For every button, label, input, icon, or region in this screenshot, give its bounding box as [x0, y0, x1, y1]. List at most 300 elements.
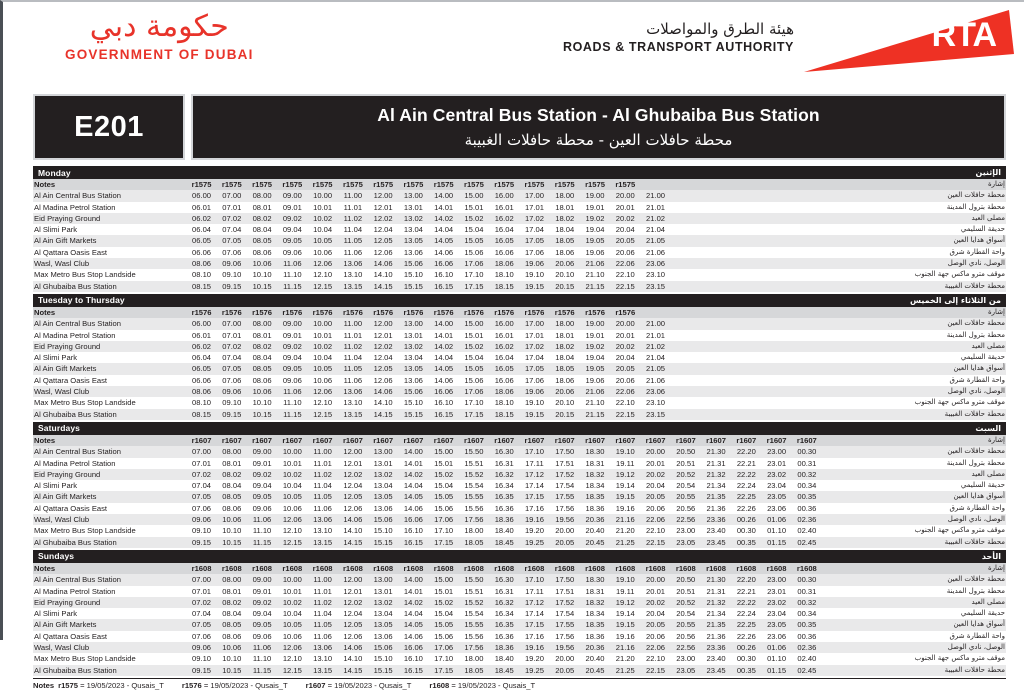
departure-time-cell: 22.06 — [646, 642, 666, 652]
trip-code-cell: r1607 — [796, 435, 817, 445]
departure-time-cell: 13.06 — [343, 387, 363, 397]
departure-time-cell: 10.04 — [282, 609, 302, 619]
trip-code-cell: r1608 — [373, 563, 394, 573]
footer-notes — [33, 678, 1006, 690]
departure-time-cell: 22.20 — [736, 447, 756, 457]
departure-time-cell: 09.00 — [282, 319, 302, 329]
table-row — [33, 224, 1006, 235]
departure-time-cell: 17.16 — [524, 503, 544, 513]
departure-time-cell: 09.02 — [282, 213, 302, 223]
departure-time-cell — [731, 330, 761, 341]
departure-time-cell: 08.10 — [192, 270, 212, 280]
departure-time-cell: 10.10 — [252, 270, 272, 280]
departure-time-cell: 20.00 — [646, 575, 666, 585]
departure-time-cell: 20.45 — [585, 665, 605, 675]
departure-time-cell: 10.06 — [252, 259, 272, 269]
departure-time-cell: 23.01 — [767, 586, 787, 596]
departure-time-cell: 08.06 — [252, 375, 272, 385]
trip-code-cell: r1575 — [403, 180, 424, 189]
departure-time-cell: 19.04 — [585, 225, 605, 235]
departure-time-cell: 21.34 — [706, 609, 726, 619]
departure-time-cell: 15.04 — [434, 609, 454, 619]
departure-time-cell — [792, 352, 822, 363]
stop-name-arabic: محطة حافلات العين — [947, 447, 1005, 456]
departure-time-cell: 20.04 — [646, 481, 666, 491]
departure-time-cell: 16.01 — [494, 202, 514, 212]
departure-time-cell: 16.01 — [494, 330, 514, 340]
departure-time-cell: 14.01 — [434, 202, 454, 212]
departure-time-cell: 12.06 — [373, 247, 393, 257]
notes-label-arabic: إشارة — [988, 563, 1005, 572]
departure-time-cell: 11.02 — [343, 213, 363, 223]
trip-code-cell: r1576 — [464, 307, 484, 317]
departure-time-cell: 11.02 — [343, 341, 363, 351]
departure-time-cell: 21.20 — [615, 654, 635, 664]
departure-time-cell — [822, 330, 852, 341]
trip-code-cell: r1607 — [403, 435, 424, 445]
departure-time-cell: 12.15 — [313, 409, 333, 419]
departure-time-cell: 13.06 — [313, 642, 333, 652]
departure-time-cell: 02.36 — [797, 515, 817, 525]
departure-time-cell: 12.05 — [343, 492, 363, 502]
departure-time-cell: 12.02 — [373, 341, 393, 351]
departure-time-cell: 21.10 — [585, 398, 605, 408]
departure-time-cell: 10.06 — [313, 247, 333, 257]
departure-time-cell: 00.34 — [797, 481, 817, 491]
departure-time-cell: 13.00 — [403, 319, 423, 329]
footer-note-entry — [58, 681, 164, 690]
departure-time-cell: 10.10 — [222, 526, 242, 536]
departure-time-cell — [701, 352, 731, 363]
stop-name-arabic: الوصل، نادي الوصل — [947, 642, 1005, 651]
departure-time-cell: 09.05 — [252, 620, 272, 630]
departure-time-cell: 18.45 — [494, 665, 514, 675]
departure-time-cell: 16.06 — [434, 387, 454, 397]
stop-name-english: Al Madina Petrol Station — [34, 202, 116, 212]
notes-label: Notes — [34, 435, 56, 445]
stop-name-english: Al Slimi Park — [34, 609, 78, 619]
stop-name-english: Eid Praying Ground — [34, 597, 101, 607]
departure-time-cell: 21.31 — [706, 458, 726, 468]
trip-code-cell: r1608 — [252, 563, 272, 573]
departure-time-cell: 00.35 — [736, 665, 756, 675]
departure-time-cell — [671, 190, 701, 201]
departure-time-cell: 15.05 — [434, 620, 454, 630]
departure-time-cell: 15.01 — [464, 330, 484, 340]
departure-time-cell: 13.06 — [343, 259, 363, 269]
stop-name-english: Eid Praying Ground — [34, 213, 101, 223]
departure-time-cell: 22.10 — [615, 270, 635, 280]
departure-time-cell: 11.00 — [313, 447, 332, 457]
departure-time-cell: 20.06 — [646, 631, 666, 641]
departure-time-cell: 01.06 — [767, 642, 787, 652]
trip-code-cell — [701, 307, 731, 318]
departure-time-cell: 21.04 — [646, 353, 666, 363]
departure-time-cell: 18.36 — [585, 631, 605, 641]
departure-time-cell: 08.05 — [252, 364, 272, 374]
departure-time-cell: 20.56 — [676, 631, 696, 641]
departure-time-cell: 12.06 — [373, 375, 393, 385]
stop-name-english: Max Metro Bus Stop Landside — [34, 270, 136, 280]
departure-time-cell: 12.05 — [343, 620, 363, 630]
departure-time-cell: 17.14 — [524, 609, 544, 619]
departure-time-cell: 17.05 — [524, 236, 544, 246]
footer-note-code: r1575 — [58, 680, 81, 690]
table-row — [33, 341, 1006, 352]
departure-time-cell: 20.00 — [555, 526, 575, 536]
departure-time-cell: 19.01 — [585, 330, 605, 340]
stop-name-arabic: واحة القطارة شرق — [949, 375, 1005, 384]
departure-time-cell: 09.04 — [282, 353, 302, 363]
departure-time-cell: 23.36 — [706, 515, 726, 525]
departure-time-cell: 10.04 — [313, 353, 333, 363]
departure-time-cell: 19.01 — [585, 202, 605, 212]
footer-note-text: = 19/05/2023 - Qusais_T — [451, 680, 536, 690]
departure-time-cell: 15.04 — [464, 353, 484, 363]
stop-name-english: Max Metro Bus Stop Landside — [34, 526, 136, 536]
departure-time-cell: 15.54 — [464, 481, 484, 491]
trip-code-cell: r1576 — [403, 307, 424, 317]
departure-time-cell: 11.06 — [283, 387, 302, 397]
trip-code-cell: r1608 — [706, 563, 726, 573]
trip-code-cell: r1607 — [191, 435, 212, 445]
departure-time-cell: 20.05 — [555, 665, 575, 675]
departure-time-cell: 13.01 — [373, 586, 393, 596]
stop-name-arabic: محطة حافلات الغبيبة — [944, 409, 1005, 418]
departure-time-cell — [822, 597, 852, 608]
departure-time-cell: 00.26 — [736, 642, 756, 652]
trip-code-cell: r1608 — [585, 563, 605, 573]
departure-time-cell — [822, 619, 852, 630]
stop-name-arabic: مصلى العيد — [971, 469, 1005, 478]
departure-time-cell: 00.36 — [797, 631, 817, 641]
table-row — [33, 330, 1006, 341]
departure-time-cell: 14.06 — [343, 515, 363, 525]
departure-time-cell: 17.11 — [525, 458, 544, 468]
departure-time-cell: 13.01 — [373, 458, 393, 468]
departure-time-cell — [671, 247, 701, 258]
departure-time-cell: 08.06 — [222, 503, 242, 513]
departure-time-cell: 10.15 — [222, 665, 242, 675]
departure-time-cell — [822, 480, 852, 491]
departure-time-cell: 19.12 — [615, 597, 635, 607]
departure-time-cell: 16.00 — [494, 191, 514, 201]
stop-name-english: Al Ain Gift Markets — [34, 236, 97, 246]
departure-time-cell: 16.06 — [434, 259, 454, 269]
departure-time-cell: 16.15 — [434, 281, 454, 291]
departure-time-cell: 00.32 — [797, 469, 817, 479]
timetable-grid — [33, 563, 1006, 676]
departure-time-cell: 10.01 — [313, 202, 333, 212]
departure-time-cell: 10.02 — [313, 213, 333, 223]
departure-time-cell: 13.04 — [403, 353, 423, 363]
departure-time-cell: 21.35 — [706, 620, 726, 630]
departure-time-cell: 11.06 — [283, 259, 302, 269]
departure-time-cell: 23.06 — [646, 259, 666, 269]
footer-note-code: r1607 — [305, 680, 328, 690]
footer-note-entry — [306, 681, 412, 690]
trip-code-cell: r1608 — [464, 563, 484, 573]
stop-name-arabic: واحة القطارة شرق — [949, 631, 1005, 640]
stop-name-arabic: حديقة السليمي — [960, 609, 1005, 618]
departure-time-cell: 07.04 — [222, 225, 242, 235]
government-of-dubai-logo — [65, 8, 254, 62]
departure-time-cell: 16.06 — [403, 515, 423, 525]
departure-time-cell: 07.06 — [192, 631, 212, 641]
departure-time-cell: 10.06 — [252, 387, 272, 397]
trip-code-cell — [731, 307, 761, 318]
departure-time-cell: 18.34 — [585, 481, 605, 491]
departure-time-cell: 10.15 — [252, 409, 272, 419]
departure-time-cell: 19.11 — [616, 586, 635, 596]
departure-time-cell: 07.00 — [192, 575, 212, 585]
departure-time-cell: 06.05 — [192, 364, 212, 374]
departure-time-cell: 14.05 — [434, 364, 454, 374]
departure-time-cell: 12.04 — [373, 353, 393, 363]
departure-time-cell: 11.00 — [343, 319, 363, 329]
gov-logo-arabic-text: حكومة دبي — [89, 9, 229, 44]
departure-time-cell: 23.40 — [706, 654, 726, 664]
departure-time-cell: 18.35 — [585, 620, 605, 630]
departure-time-cell: 12.06 — [313, 259, 333, 269]
departure-time-cell: 16.30 — [494, 447, 514, 457]
departure-time-cell: 21.30 — [706, 575, 726, 585]
trip-code-cell: r1576 — [554, 307, 575, 317]
departure-time-cell: 22.06 — [615, 387, 635, 397]
departure-time-cell: 09.06 — [192, 515, 212, 525]
departure-time-cell: 19.20 — [524, 654, 544, 664]
departure-time-cell: 23.00 — [767, 447, 787, 457]
departure-time-cell: 08.02 — [252, 341, 272, 351]
departure-time-cell — [822, 190, 852, 201]
departure-time-cell — [701, 386, 731, 397]
departure-time-cell: 15.10 — [373, 526, 393, 536]
departure-time-cell: 11.04 — [313, 609, 332, 619]
trip-code-cell — [822, 435, 852, 446]
departure-time-cell: 18.45 — [494, 537, 514, 547]
departure-time-cell — [822, 537, 852, 548]
departure-time-cell: 20.50 — [676, 575, 696, 585]
departure-time-cell: 20.04 — [615, 225, 635, 235]
departure-time-cell: 18.32 — [585, 597, 605, 607]
table-row — [33, 469, 1006, 480]
table-row — [33, 525, 1006, 536]
departure-time-cell — [822, 258, 852, 269]
departure-time-cell: 23.04 — [767, 609, 787, 619]
departure-time-cell: 01.06 — [767, 515, 787, 525]
day-header — [33, 294, 1006, 307]
departure-time-cell: 22.21 — [736, 458, 756, 468]
stop-name-arabic: محطة حافلات العين — [947, 575, 1005, 584]
departure-time-cell: 19.11 — [616, 458, 635, 468]
departure-time-cell: 18.00 — [555, 319, 575, 329]
departure-time-cell — [792, 386, 822, 397]
departure-time-cell: 00.35 — [736, 537, 756, 547]
rta-arabic-text: هيئة الطرق والمواصلات — [646, 20, 794, 38]
departure-time-cell: 12.01 — [373, 330, 393, 340]
departure-time-cell: 17.56 — [464, 515, 484, 525]
departure-time-cell: 08.01 — [222, 586, 242, 596]
departure-time-cell: 16.31 — [494, 586, 514, 596]
day-label-english: Tuesday to Thursday — [38, 295, 125, 306]
departure-time-cell: 16.35 — [494, 492, 514, 502]
departure-time-cell: 15.50 — [464, 447, 484, 457]
departure-time-cell: 10.10 — [252, 398, 272, 408]
table-row — [33, 631, 1006, 642]
stop-name-english: Al Slimi Park — [34, 225, 78, 235]
departure-time-cell: 19.06 — [585, 375, 605, 385]
departure-time-cell: 17.50 — [555, 575, 575, 585]
departure-time-cell: 12.05 — [373, 364, 393, 374]
departure-time-cell: 18.35 — [585, 492, 605, 502]
trip-code-cell: r1607 — [282, 435, 303, 445]
departure-time-cell: 17.54 — [555, 609, 575, 619]
departure-time-cell: 19.02 — [585, 341, 605, 351]
departure-time-cell: 15.00 — [464, 319, 484, 329]
departure-time-cell: 13.02 — [373, 597, 393, 607]
trip-code-cell: r1607 — [615, 435, 636, 445]
trip-code-cell: r1576 — [524, 307, 545, 317]
departure-time-cell: 13.10 — [343, 398, 363, 408]
departure-time-cell — [701, 409, 731, 420]
departure-time-cell: 07.01 — [222, 330, 242, 340]
departure-time-cell: 08.01 — [252, 330, 272, 340]
trip-code-cell: r1575 — [373, 180, 394, 189]
trip-code-cell: r1608 — [494, 563, 515, 573]
departure-time-cell — [761, 224, 791, 235]
departure-time-cell: 21.32 — [706, 469, 726, 479]
departure-time-cell: 16.36 — [494, 503, 514, 513]
departure-time-cell: 17.10 — [524, 575, 544, 585]
departure-time-cell: 15.06 — [373, 515, 393, 525]
departure-time-cell: 12.06 — [343, 503, 363, 513]
trip-code-cell: r1576 — [191, 307, 212, 317]
departure-time-cell: 20.10 — [555, 270, 575, 280]
departure-time-cell — [701, 202, 731, 213]
departure-time-cell — [761, 363, 791, 374]
day-label-arabic: من الثلاثاء إلى الخميس — [910, 295, 1001, 305]
departure-time-cell — [822, 224, 852, 235]
notes-row — [33, 435, 1006, 446]
departure-time-cell: 11.00 — [313, 575, 332, 585]
departure-time-cell — [761, 375, 791, 386]
departure-time-cell: 21.25 — [615, 537, 635, 547]
trip-code-cell: r1608 — [524, 563, 545, 573]
trip-code-cell: r1575 — [554, 180, 575, 189]
departure-time-cell — [822, 574, 852, 585]
departure-time-cell: 02.45 — [797, 665, 817, 675]
departure-time-cell: 20.06 — [555, 387, 575, 397]
departure-time-cell: 14.10 — [373, 398, 393, 408]
departure-time-cell: 15.15 — [403, 281, 423, 291]
stop-name-arabic: محطة بترول المدينة — [946, 586, 1005, 595]
departure-time-cell: 14.04 — [434, 225, 454, 235]
departure-time-cell: 18.06 — [555, 375, 575, 385]
departure-time-cell: 21.16 — [615, 642, 635, 652]
departure-time-cell — [731, 341, 761, 352]
notes-row — [33, 179, 1006, 190]
departure-time-cell: 12.00 — [343, 447, 363, 457]
departure-time-cell — [701, 363, 731, 374]
stop-name-english: Wasl, Wasl Club — [34, 387, 90, 397]
departure-time-cell: 18.02 — [555, 341, 575, 351]
trip-code-cell: r1575 — [312, 180, 333, 189]
table-row — [33, 258, 1006, 269]
departure-time-cell: 12.04 — [343, 481, 363, 491]
departure-time-cell — [822, 375, 852, 386]
departure-time-cell: 00.32 — [797, 597, 817, 607]
stop-name-arabic: حديقة السليمي — [960, 225, 1005, 234]
trip-code-cell: r1607 — [464, 435, 484, 445]
departure-time-cell: 20.00 — [615, 319, 635, 329]
departure-time-cell — [671, 341, 701, 352]
trip-code-cell — [671, 307, 701, 318]
departure-time-cell: 15.10 — [403, 270, 423, 280]
stop-name-english: Al Madina Petrol Station — [34, 586, 116, 596]
departure-time-cell: 20.04 — [615, 353, 635, 363]
trip-code-cell: r1607 — [706, 435, 726, 445]
departure-time-cell: 22.06 — [615, 259, 635, 269]
departure-time-cell: 13.01 — [403, 330, 423, 340]
departure-time-cell: 16.15 — [403, 537, 423, 547]
trip-code-cell: r1608 — [615, 563, 636, 573]
stop-name-arabic: محطة حافلات الغبيبة — [944, 665, 1005, 674]
departure-time-cell: 10.05 — [313, 236, 333, 246]
departure-time-cell: 19.02 — [585, 213, 605, 223]
departure-time-cell: 22.22 — [736, 597, 756, 607]
departure-time-cell: 23.40 — [706, 526, 726, 536]
trip-code-cell — [761, 179, 791, 190]
departure-time-cell: 21.20 — [615, 526, 635, 536]
departure-time-cell: 13.04 — [403, 225, 423, 235]
departure-time-cell: 22.15 — [615, 409, 635, 419]
departure-time-cell: 13.02 — [403, 341, 423, 351]
departure-time-cell — [761, 190, 791, 201]
departure-time-cell: 15.02 — [434, 597, 454, 607]
departure-time-cell — [822, 386, 852, 397]
departure-time-cell: 20.51 — [676, 458, 696, 468]
departure-time-cell: 15.56 — [464, 631, 484, 641]
departure-time-cell: 21.02 — [646, 341, 666, 351]
departure-time-cell: 09.05 — [252, 492, 272, 502]
stop-name-english: Max Metro Bus Stop Landside — [34, 654, 136, 664]
departure-time-cell: 19.00 — [585, 191, 605, 201]
departure-time-cell: 21.25 — [615, 665, 635, 675]
departure-time-cell: 16.32 — [494, 597, 514, 607]
departure-time-cell: 21.00 — [646, 319, 666, 329]
departure-time-cell — [822, 608, 852, 619]
departure-time-cell — [731, 247, 761, 258]
departure-time-cell: 16.30 — [494, 575, 514, 585]
departure-time-cell: 23.00 — [767, 575, 787, 585]
departure-time-cell — [761, 386, 791, 397]
departure-time-cell: 21.34 — [706, 481, 726, 491]
departure-time-cell — [761, 213, 791, 224]
departure-time-cell: 08.15 — [192, 409, 212, 419]
trip-code-cell: r1608 — [342, 563, 363, 573]
stop-name-english: Al Ain Gift Markets — [34, 492, 97, 502]
departure-time-cell — [761, 202, 791, 213]
departure-time-cell — [822, 586, 852, 597]
departure-time-cell: 19.56 — [555, 515, 575, 525]
departure-time-cell: 13.02 — [373, 469, 393, 479]
departure-time-cell: 13.05 — [373, 620, 393, 630]
departure-time-cell: 09.06 — [282, 375, 302, 385]
departure-time-cell: 01.15 — [767, 537, 787, 547]
departure-time-cell — [671, 375, 701, 386]
departure-time-cell: 21.02 — [646, 213, 666, 223]
departure-time-cell: 22.21 — [736, 586, 756, 596]
